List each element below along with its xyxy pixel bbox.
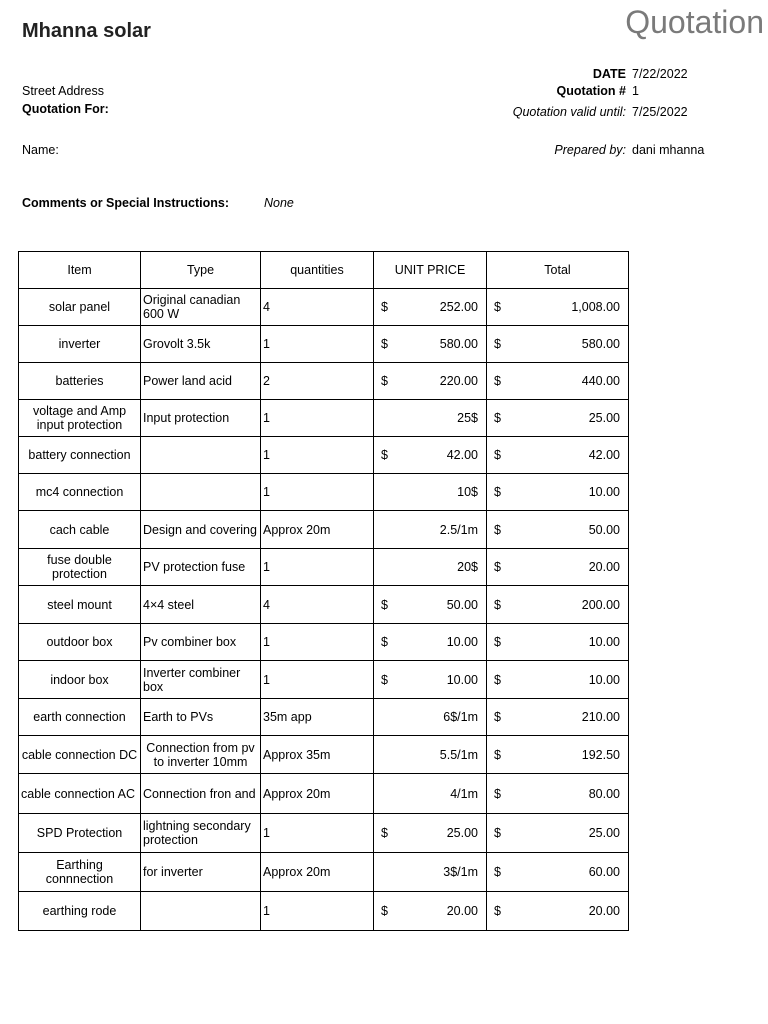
unit-price-currency: $ [381, 826, 388, 840]
cell-quantity: 4 [261, 586, 374, 624]
cell-total [487, 511, 629, 549]
cell-item: Earthing connnection [19, 853, 141, 892]
quotation-number-label: Quotation # [556, 84, 626, 98]
quotation-for-label: Quotation For: [22, 102, 109, 116]
unit-price-currency: $ [381, 597, 388, 612]
cell-unit-price [374, 853, 487, 892]
unit-price-value: 10$ [457, 485, 478, 499]
street-address: Street Address [22, 84, 104, 98]
comments-value: None [264, 196, 294, 210]
cell-total [487, 549, 629, 586]
cell-item: inverter [19, 326, 141, 363]
total-currency: $ [494, 672, 501, 687]
cell-unit-price [374, 586, 487, 624]
total-value: 42.00 [588, 448, 620, 462]
prepared-by-value: dani mhanna [632, 143, 705, 157]
cell-total [487, 736, 629, 774]
cell-unit-price [374, 814, 487, 853]
column-header-quantities: quantities [261, 252, 374, 289]
unit-price-value: 42.00 [446, 448, 478, 462]
cell-type: Inverter combiner box [141, 661, 261, 699]
cell-quantity: 1 [261, 437, 374, 474]
cell-total [487, 774, 629, 814]
unit-price-value: 50.00 [446, 597, 478, 612]
total-value: 192.50 [581, 747, 620, 762]
cell-total [487, 699, 629, 736]
total-currency: $ [494, 747, 501, 762]
unit-price-currency: $ [381, 374, 388, 388]
cell-total [487, 624, 629, 661]
table-row [19, 289, 629, 326]
cell-unit-price [374, 736, 487, 774]
cell-item: earth connection [19, 699, 141, 736]
cell-quantity: Approx 20m [261, 511, 374, 549]
unit-price-value: 25.00 [446, 826, 478, 840]
cell-unit-price [374, 511, 487, 549]
cell-item: fuse double protection [19, 549, 141, 586]
document-title: Quotation [625, 4, 764, 40]
total-value: 20.00 [588, 904, 620, 918]
table-row [19, 511, 629, 549]
comments-label: Comments or Special Instructions: [22, 196, 229, 210]
cell-item: cable connection AC [19, 774, 141, 814]
cell-quantity: 1 [261, 326, 374, 363]
table-row [19, 326, 629, 363]
cell-item: cach cable [19, 511, 141, 549]
cell-unit-price [374, 661, 487, 699]
table-row [19, 586, 629, 624]
total-value: 440.00 [581, 374, 620, 388]
total-value: 200.00 [581, 597, 620, 612]
cell-quantity: 1 [261, 474, 374, 511]
cell-item: battery connection [19, 437, 141, 474]
cell-total [487, 814, 629, 853]
cell-type: Power land acid [141, 363, 261, 400]
column-header-item: Item [19, 252, 141, 289]
cell-quantity: Approx 20m [261, 774, 374, 814]
unit-price-value: 220.00 [439, 374, 478, 388]
cell-item: SPD Protection [19, 814, 141, 853]
unit-price-currency: $ [381, 635, 388, 649]
cell-quantity: Approx 35m [261, 736, 374, 774]
cell-quantity: 1 [261, 892, 374, 931]
cell-total [487, 400, 629, 437]
cell-quantity: 1 [261, 661, 374, 699]
total-value: 60.00 [588, 865, 620, 879]
unit-price-value: 20$ [457, 560, 478, 574]
cell-type: Pv combiner box [141, 624, 261, 661]
cell-quantity: 2 [261, 363, 374, 400]
quotation-number-value: 1 [632, 84, 639, 98]
unit-price-value: 4/1m [450, 786, 478, 801]
cell-type: Connection from pv to inverter 10mm [141, 736, 261, 774]
total-currency: $ [494, 411, 501, 425]
cell-type [141, 892, 261, 931]
cell-total [487, 326, 629, 363]
total-currency: $ [494, 560, 501, 574]
unit-price-value: 2.5/1m [439, 522, 478, 537]
table-row [19, 699, 629, 736]
total-currency: $ [494, 485, 501, 499]
cell-type: for inverter [141, 853, 261, 892]
cell-unit-price [374, 892, 487, 931]
cell-type: 4×4 steel [141, 586, 261, 624]
cell-unit-price [374, 363, 487, 400]
total-value: 25.00 [588, 411, 620, 425]
cell-total [487, 474, 629, 511]
cell-total [487, 586, 629, 624]
unit-price-currency: $ [381, 904, 388, 918]
cell-quantity: 1 [261, 624, 374, 661]
total-value: 10.00 [588, 635, 620, 649]
total-currency: $ [494, 597, 501, 612]
total-currency: $ [494, 522, 501, 537]
cell-quantity: 4 [261, 289, 374, 326]
cell-type: lightning secondary protection [141, 814, 261, 853]
cell-type: Connection fron and [141, 774, 261, 814]
cell-unit-price [374, 474, 487, 511]
cell-unit-price [374, 400, 487, 437]
unit-price-currency: $ [381, 448, 388, 462]
cell-unit-price [374, 326, 487, 363]
total-value: 10.00 [588, 672, 620, 687]
table-row [19, 736, 629, 774]
unit-price-value: 580.00 [439, 337, 478, 351]
total-currency: $ [494, 374, 501, 388]
cell-quantity: 1 [261, 814, 374, 853]
cell-item: earthing rode [19, 892, 141, 931]
cell-item: batteries [19, 363, 141, 400]
cell-type: Design and covering [141, 511, 261, 549]
total-currency: $ [494, 710, 501, 724]
unit-price-value: 10.00 [446, 672, 478, 687]
cell-type: Input protection [141, 400, 261, 437]
cell-type: Original canadian 600 W [141, 289, 261, 326]
table-row [19, 774, 629, 814]
total-value: 80.00 [588, 786, 620, 801]
unit-price-value: 252.00 [439, 300, 478, 314]
cell-item: solar panel [19, 289, 141, 326]
unit-price-value: 25$ [457, 411, 478, 425]
cell-item: cable connection DC [19, 736, 141, 774]
total-currency: $ [494, 448, 501, 462]
unit-price-currency: $ [381, 300, 388, 314]
cell-quantity: 1 [261, 400, 374, 437]
unit-price-value: 10.00 [446, 635, 478, 649]
table-row [19, 853, 629, 892]
cell-unit-price [374, 437, 487, 474]
cell-item: outdoor box [19, 624, 141, 661]
cell-unit-price [374, 549, 487, 586]
cell-quantity: 1 [261, 549, 374, 586]
total-value: 210.00 [581, 710, 620, 724]
cell-type: PV protection fuse [141, 549, 261, 586]
total-value: 20.00 [588, 560, 620, 574]
cell-total [487, 892, 629, 931]
table-row [19, 400, 629, 437]
unit-price-value: 5.5/1m [439, 747, 478, 762]
cell-type: Grovolt 3.5k [141, 326, 261, 363]
table-row [19, 474, 629, 511]
column-header-unit-price: UNIT PRICE [374, 252, 487, 289]
valid-until-label: Quotation valid until: [512, 105, 626, 119]
cell-total [487, 437, 629, 474]
table-row [19, 363, 629, 400]
cell-quantity: Approx 20m [261, 853, 374, 892]
total-value: 580.00 [581, 337, 620, 351]
total-currency: $ [494, 904, 501, 918]
total-value: 10.00 [588, 485, 620, 499]
cell-unit-price [374, 289, 487, 326]
column-header-type: Type [141, 252, 261, 289]
table-row [19, 892, 629, 931]
items-table [18, 251, 629, 931]
date-label: DATE [592, 67, 626, 81]
valid-until-value: 7/25/2022 [632, 105, 688, 119]
unit-price-value: 20.00 [446, 904, 478, 918]
cell-type [141, 474, 261, 511]
total-value: 50.00 [588, 522, 620, 537]
cell-item: indoor box [19, 661, 141, 699]
column-header-total: Total [487, 252, 629, 289]
cell-unit-price [374, 774, 487, 814]
cell-item: voltage and Amp input protection [19, 400, 141, 437]
cell-item: steel mount [19, 586, 141, 624]
total-currency: $ [494, 786, 501, 801]
prepared-by-label: Prepared by: [554, 143, 626, 157]
cell-type [141, 437, 261, 474]
total-value: 1,008.00 [571, 300, 620, 314]
total-currency: $ [494, 300, 501, 314]
total-currency: $ [494, 826, 501, 840]
cell-total [487, 853, 629, 892]
cell-quantity: 35m app [261, 699, 374, 736]
cell-total [487, 289, 629, 326]
table-row [19, 624, 629, 661]
cell-type: Earth to PVs [141, 699, 261, 736]
table-row [19, 437, 629, 474]
table-header-row [19, 252, 629, 289]
unit-price-value: 3$/1m [443, 865, 478, 879]
date-value: 7/22/2022 [632, 67, 688, 81]
company-name: Mhanna solar [22, 20, 151, 42]
cell-total [487, 363, 629, 400]
table-row [19, 814, 629, 853]
cell-unit-price [374, 699, 487, 736]
cell-unit-price [374, 624, 487, 661]
total-currency: $ [494, 865, 501, 879]
cell-item: mc4 connection [19, 474, 141, 511]
total-value: 25.00 [588, 826, 620, 840]
table-row [19, 661, 629, 699]
unit-price-currency: $ [381, 337, 388, 351]
unit-price-value: 6$/1m [443, 710, 478, 724]
total-currency: $ [494, 635, 501, 649]
name-label: Name: [22, 143, 59, 157]
cell-total [487, 661, 629, 699]
unit-price-currency: $ [381, 672, 388, 687]
table-row [19, 549, 629, 586]
total-currency: $ [494, 337, 501, 351]
